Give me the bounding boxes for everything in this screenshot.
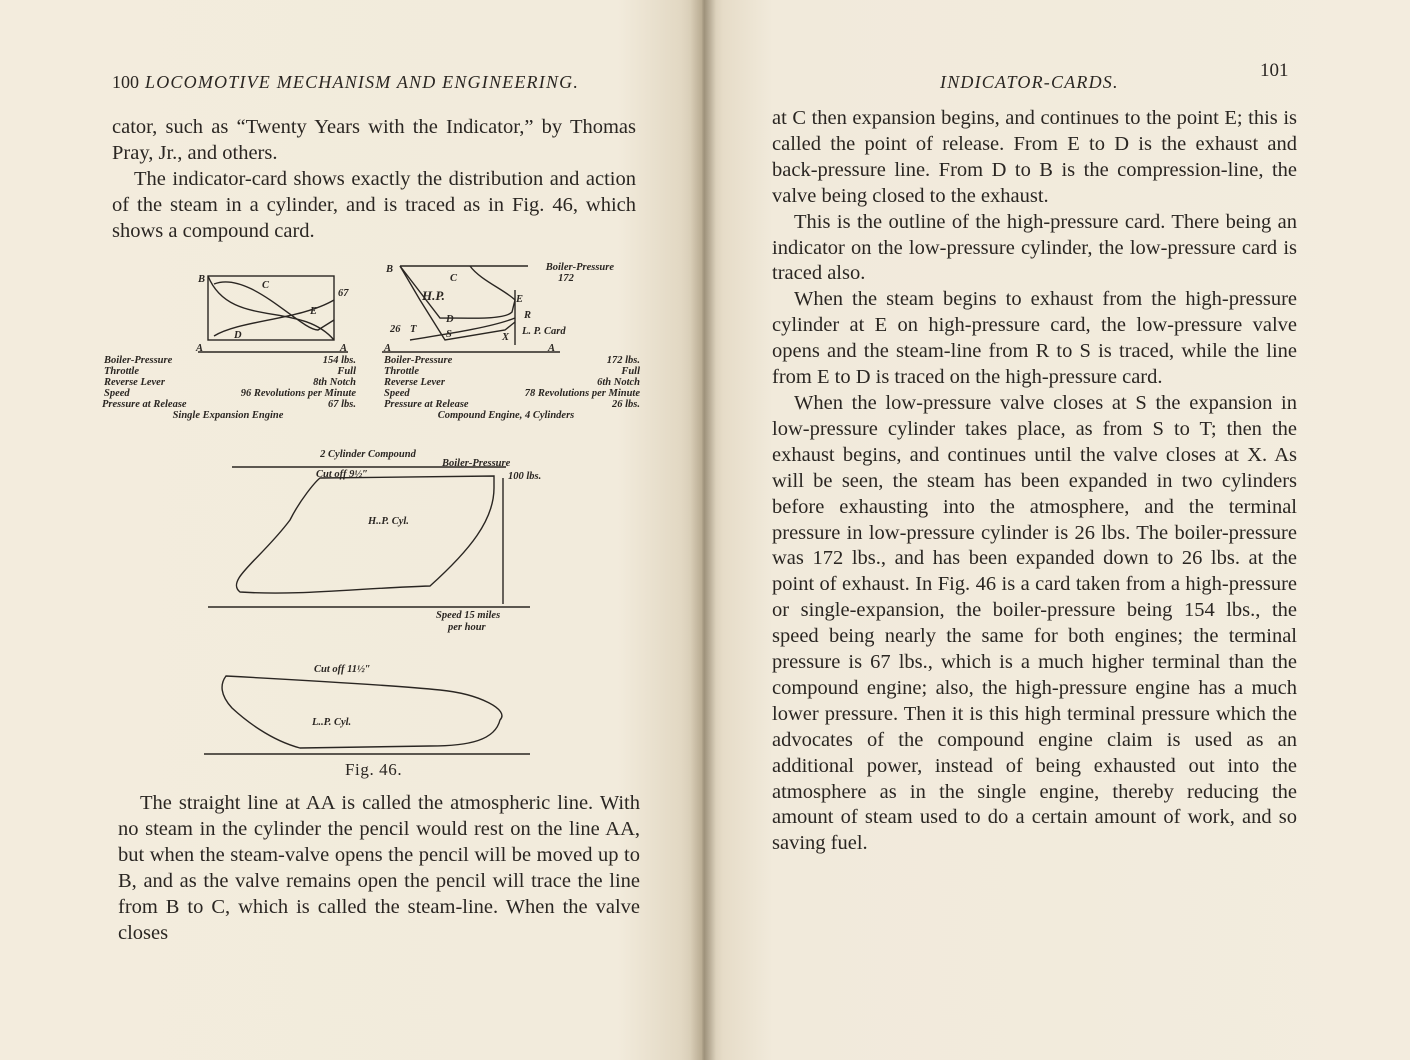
fig-label: A (196, 343, 204, 354)
card1-row-value: 8th Notch (313, 377, 356, 388)
card2-row-label: Throttle (384, 366, 420, 377)
paragraph: at C then expansion begins, and continues to the point E; this is called the point of release. From E to D is the exhaust and back-pressure line. From D to B is the compression-line, the valve being closed to the exhaust. (772, 107, 1297, 207)
card2-row-label: Speed (384, 388, 410, 399)
fig-label: C (262, 280, 270, 291)
card2-title: Compound Engine, 4 Cylinders (437, 410, 575, 421)
fig-label: A (340, 343, 348, 354)
paragraph: This is the outline of the high-pressure card. There being an indicator on the low-pressure cylinder, the low-pressure card is traced also. (772, 210, 1297, 285)
card4-cyl-label: L..P. Cyl. (312, 717, 352, 728)
card1-row-label: Pressure at Release (102, 399, 187, 410)
fig-label: B (386, 264, 394, 275)
card1-row-value: Full (337, 366, 356, 377)
card2-top-label: Boiler-Pressure (545, 262, 614, 273)
fig-label: S (446, 329, 452, 340)
right-page-number: 101 (1260, 60, 1289, 81)
fig-label: A (548, 343, 556, 354)
card2-row-value: 78 Revolutions per Minute (524, 388, 640, 399)
card2-row-label: Reverse Lever (384, 377, 445, 388)
paragraph: When the low-pressure valve closes at S the expansion in low-pressure cylinder takes place, as from S to T; then the exhaust begins, and continues until the valve closes at X. As will be seen, the steam has been expanded in two cylinders before exhausting into the atmosphere, and the terminal pressure in low-pressure cylinder is 26 lbs. The boiler-pressure was 172 lbs., and has been expanded down to 26 lbs. at the point of exhaust. In Fig. 46 is a card taken from a high-pressure or single-expansion, the boiler-pressure being 154 lbs., the speed being nearly the same for both engines; the terminal pressure is 67 lbs., which is a much higher terminal than the compound engine; also, the high-pressure engine has a much lower pressure. Then it is this high terminal pressure which the advocates of the compound engine claim is used as an additional power, instead of being exhausted out into the atmosphere as in the single engine, thereby reducing the amount of steam used to do a certain amount of work, and so saving fuel. (772, 391, 1297, 855)
card2-row-label: Pressure at Release (384, 399, 469, 410)
left-page-number: 100 (112, 72, 139, 92)
card2-row-value: 6th Notch (597, 377, 640, 388)
fig-label: R (524, 310, 532, 321)
card1-row-label: Speed (104, 388, 130, 399)
card2-top-value: 172 (558, 273, 574, 284)
fig-label: B (198, 274, 206, 285)
card1-row-value: 154 lbs. (322, 355, 356, 366)
card1-row-label: Reverse Lever (104, 377, 165, 388)
fig-label: 26 (390, 324, 401, 335)
fig-label: T (410, 324, 417, 335)
right-running-head: INDICATOR-CARDS. (940, 72, 1119, 92)
left-page (0, 0, 702, 1060)
card2-row-value: 26 lbs. (611, 399, 640, 410)
fig-label: D (234, 330, 242, 341)
paragraph: The straight line at AA is called the atmospheric line. With no steam in the cylinder the pencil would rest on the line AA, but when the steam-valve opens the pencil will be moved up to B, and as the valve remains open the pencil will trace the line from B to C, which is called the steam-line. When the valve closes (118, 792, 640, 944)
fig-label: C (450, 273, 458, 284)
fig-label: H.P. (422, 288, 445, 303)
card1-row-label: Throttle (104, 366, 140, 377)
paragraph: The indicator-card shows exactly the distribution and action of the steam in a cylinder, and is traced as in Fig. 46, which shows a compound card. (112, 168, 636, 242)
fig-label: D (446, 314, 454, 325)
card3-cutoff: Cut off 9½″ (316, 469, 368, 480)
card1-row-value: 67 lbs. (327, 399, 356, 410)
left-bottom-text (118, 790, 640, 946)
card1-title: Single Expansion Engine (172, 410, 284, 421)
fig-label: E (310, 306, 318, 317)
fig-label: A (384, 343, 392, 354)
fig-label: X (502, 332, 510, 343)
card1-row-label: Boiler-Pressure (104, 355, 173, 366)
paragraph: When the steam begins to exhaust from the high-pressure cylinder at E on high-pressure card, the low-pressure valve opens and the steam-line from R to S is traced, while the line from E to D is traced on the high-pressure card. (772, 288, 1297, 389)
right-page (702, 0, 1410, 1060)
fig-label: E (516, 294, 524, 305)
card2-row-value: Full (621, 366, 640, 377)
card2-row-label: Boiler-Pressure (384, 355, 453, 366)
card3-speed1: Speed 15 miles (436, 610, 501, 621)
book-gutter (690, 0, 716, 1060)
figure-caption: Fig. 46. (345, 760, 403, 779)
card3-speed2: per hour (448, 622, 486, 633)
card3-boiler-label: Boiler-Pressure (442, 458, 511, 469)
fig-label: L. P. Card (522, 326, 566, 337)
card1-row-value: 96 Revolutions per Minute (240, 388, 356, 399)
card3-cyl-label: H..P. Cyl. (368, 516, 409, 527)
fig-label: 67 (338, 288, 349, 299)
card4-cutoff: Cut off 11½″ (314, 664, 371, 675)
left-running-head-title: LOCOMOTIVE MECHANISM AND ENGINEERING. (145, 72, 580, 92)
card3-title: 2 Cylinder Compound (320, 449, 416, 460)
card2-row-value: 172 lbs. (606, 355, 640, 366)
paragraph: cator, such as “Twenty Years with the Indicator,” by Thomas Pray, Jr., and others. (112, 116, 636, 164)
right-text (772, 106, 1297, 857)
card3-pressure: 100 lbs. (508, 471, 542, 482)
